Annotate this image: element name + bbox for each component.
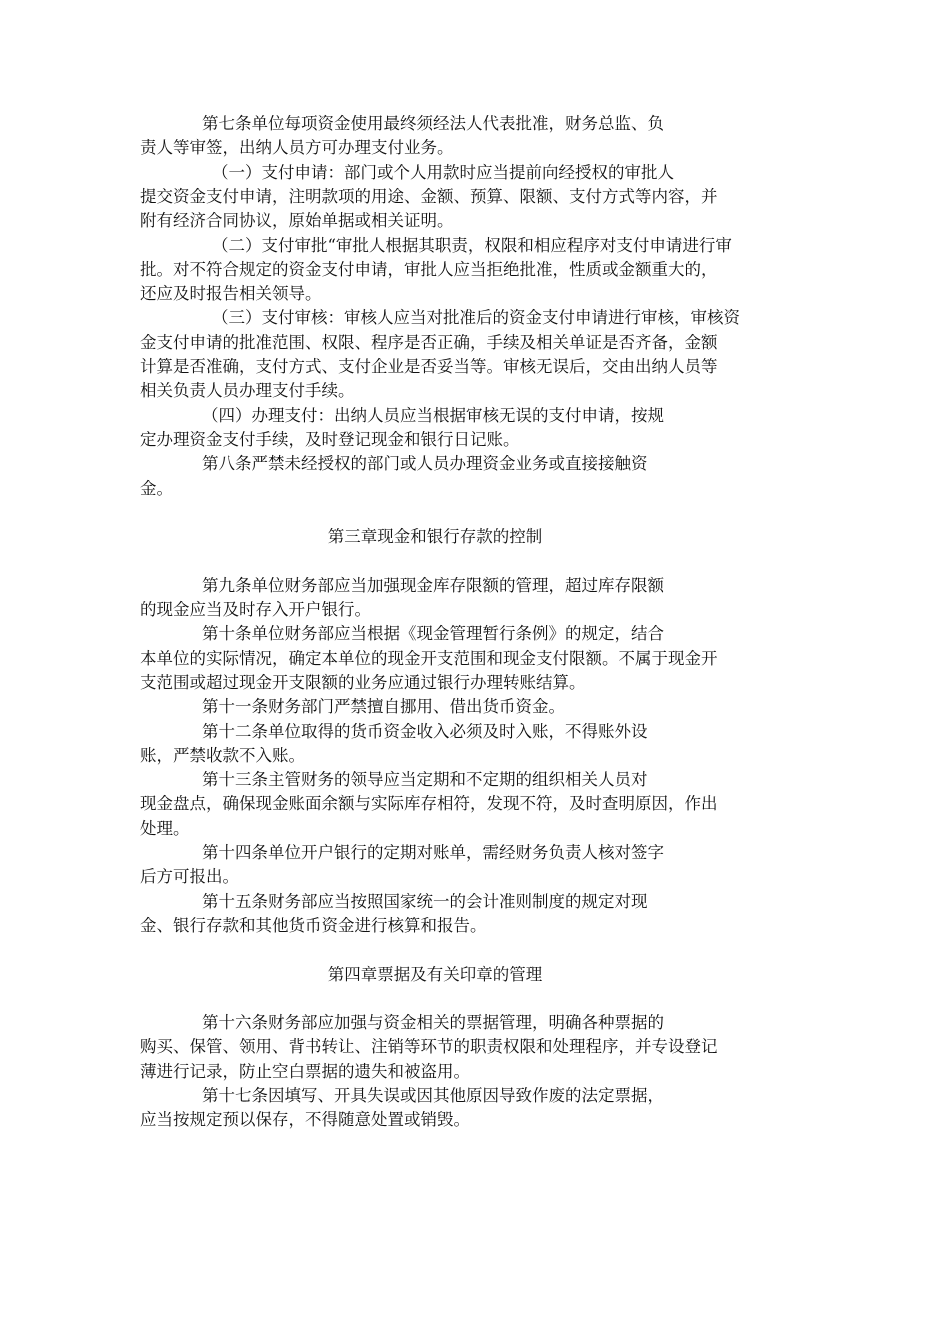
paragraph-line: 应当按规定预以保存，不得随意处置或销毁。 <box>140 1110 470 1130</box>
paragraph-line: （一）支付申请：部门或个人用款时应当提前向经授权的审批人 <box>212 162 674 182</box>
paragraph-line: 第十七条因填写、开具失误或因其他原因导致作废的法定票据， <box>202 1086 664 1105</box>
chapter-heading <box>0 525 950 549</box>
paragraph-line: （二）支付审批“审批人根据其职责，权限和相应程序对支付申请进行审 <box>212 235 732 255</box>
paragraph-line: 第十五条财务部应当按照国家统一的会计准则制度的规定对现 <box>202 891 648 911</box>
paragraph-line: 金。 <box>140 478 173 498</box>
paragraph-line: （四）办理支付：出纳人员应当根据审核无误的支付申请，按规 <box>202 405 664 425</box>
paragraph-line: 第十六条财务部应加强与资金相关的票据管理，明确各种票据的 <box>202 1013 664 1033</box>
paragraph-line: 第十一条财务部门严禁擅自挪用、借出货币资金。 <box>202 697 565 717</box>
paragraph-line: 提交资金支付申请，注明款项的用途、金额、预算、限额、支付方式等内容，并 <box>140 186 718 206</box>
paragraph-line: 购买、保管、领用、背书转让、注销等环节的职责权限和处理程序，并专设登记 <box>140 1037 718 1057</box>
paragraph-line: 批。对不符合规定的资金支付申请，审批人应当拒绝批准，性质或金额重大的， <box>140 259 718 279</box>
chapter-heading <box>0 963 950 987</box>
paragraph-line: 附有经济合同协议，原始单据或相关证明。 <box>140 211 454 231</box>
paragraph-line: 第十二条单位取得的货币资金收入必须及时入账，不得账外设 <box>202 721 648 741</box>
paragraph-line: 定办理资金支付手续，及时登记现金和银行日记账。 <box>140 429 520 449</box>
paragraph-line: 第十四条单位开户银行的定期对账单，需经财务负责人核对签字 <box>202 843 664 862</box>
paragraph-line: 的现金应当及时存入开户银行。 <box>140 600 371 619</box>
paragraph-line: 后方可报出。 <box>140 867 239 887</box>
paragraph-line: 责人等审签，出纳人员方可办理支付业务。 <box>140 138 454 158</box>
paragraph-line: 相关负责人员办理支付手续。 <box>140 381 355 401</box>
paragraph-line: 计算是否准确，支付方式、支付企业是否妥当等。审核无误后，交由出纳人员等 <box>140 357 718 376</box>
chapter-heading-text: 第四章票据及有关印章的管理 <box>327 964 543 984</box>
paragraph-line: 第八条严禁未经授权的部门或人员办理资金业务或直接接触资 <box>202 454 648 474</box>
paragraph-line: 现金盘点，确保现金账面余额与实际库存相符，发现不符，及时查明原因，作出 <box>140 794 718 814</box>
paragraph-line: 账，严禁收款不入账。 <box>140 745 305 765</box>
paragraph-line: （三）支付审核：审核人应当对批准后的资金支付申请进行审核，审核资 <box>212 308 740 328</box>
paragraph-line: 第九条单位财务部应当加强现金库存限额的管理，超过库存限额 <box>202 575 664 595</box>
paragraph-line: 第十三条主管财务的领导应当定期和不定期的组织相关人员对 <box>202 770 648 790</box>
chapter-heading-text: 第三章现金和银行存款的控制 <box>327 527 543 547</box>
paragraph-line: 薄进行记录，防止空白票据的遗失和被盗用。 <box>140 1061 470 1081</box>
paragraph-line: 支范围或超过现金开支限额的业务应通过银行办理转账结算。 <box>140 672 586 692</box>
paragraph-line: 本单位的实际情况，确定本单位的现金开支范围和现金支付限额。不属于现金开 <box>140 648 718 668</box>
paragraph-line: 金、银行存款和其他货币资金进行核算和报告。 <box>140 915 487 935</box>
paragraph-line: 处理。 <box>140 818 190 838</box>
paragraph-line: 金支付申请的批准范围、权限、程序是否正确，手续及相关单证是否齐备，金额 <box>140 332 718 352</box>
paragraph-line: 第十条单位财务部应当根据《现金管理暂行条例》的规定，结合 <box>202 624 664 644</box>
paragraph-line: 还应及时报告相关领导。 <box>140 284 322 304</box>
paragraph-line: 第七条单位每项资金使用最终须经法人代表批准，财务总监、负 <box>202 114 664 133</box>
